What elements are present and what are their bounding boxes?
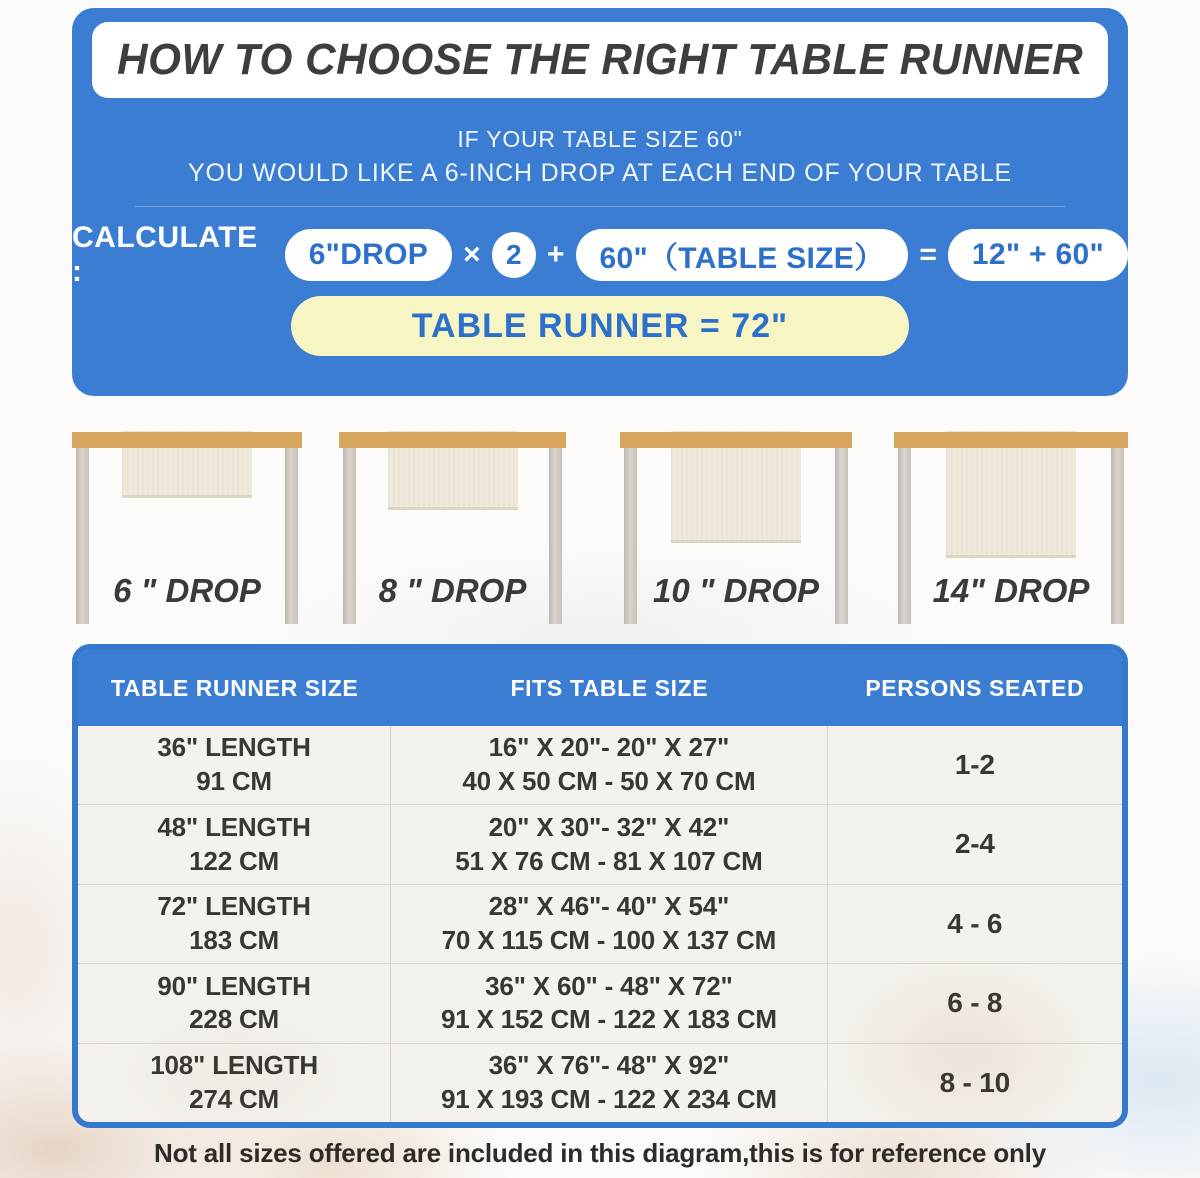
divider-line <box>135 206 1064 207</box>
size-table-body <box>78 726 1122 1122</box>
drop-figure-14 <box>894 430 1128 626</box>
calculate-label: CALCULATE : <box>72 221 258 288</box>
cell-fits-size: 20" X 30"- 32" X 42" 51 X 76 CM - 81 X 107 CM <box>391 805 827 883</box>
title-box <box>92 22 1108 98</box>
instructions-panel <box>72 8 1128 396</box>
header-runner-size: TABLE RUNNER SIZE <box>110 674 359 701</box>
drop-label: 14" DROP <box>932 572 1090 609</box>
size-table-header <box>78 650 1122 726</box>
table-runner-cloth <box>946 430 1076 558</box>
multiplier-badge: 2 <box>492 232 536 278</box>
table-row <box>78 884 1122 963</box>
cell-runner-size: 90" LENGTH 228 CM <box>78 964 391 1042</box>
drop-figure-6 <box>72 430 302 626</box>
tabletop <box>620 432 852 448</box>
header-fits-table-size: FITS TABLE SIZE <box>510 674 709 701</box>
subtitle-line-1: IF YOUR TABLE SIZE 60" <box>457 126 743 152</box>
cell-persons: 4 - 6 <box>947 907 1003 939</box>
table-row <box>78 1043 1122 1122</box>
cell-persons: 1-2 <box>954 749 995 780</box>
cell-fits-size: 28" X 46"- 40" X 54" 70 X 115 CM - 100 X 137 CM <box>391 885 827 963</box>
cell-runner-size: 36" LENGTH 91 CM <box>78 726 391 804</box>
cell-runner-size: 72" LENGTH 183 CM <box>78 885 391 963</box>
page-title: HOW TO CHOOSE THE RIGHT TABLE RUNNER <box>116 35 1084 84</box>
table-size-pill: 60"（TABLE SIZE） <box>576 229 909 281</box>
cell-fits-size: 36" X 76"- 48" X 92" 91 X 193 CM - 122 X 234 CM <box>391 1044 827 1122</box>
drop-label: 6 " DROP <box>113 572 261 609</box>
runner-result-pill: TABLE RUNNER = 72" <box>291 296 909 356</box>
sum-pill: 12" + 60" <box>948 229 1128 281</box>
drop-label: 10 " DROP <box>652 572 820 609</box>
reference-note: Not all sizes offered are included in this diagram,this is for reference only <box>154 1138 1046 1168</box>
table-row <box>78 963 1122 1042</box>
drop-figure-10 <box>620 430 852 626</box>
cell-runner-size: 48" LENGTH 122 CM <box>78 805 391 883</box>
subtitle-line-2: YOU WOULD LIKE A 6-INCH DROP AT EACH END OF YOUR TABLE <box>188 159 1012 187</box>
cell-persons: 8 - 10 <box>939 1066 1010 1098</box>
drop-label: 8 " DROP <box>378 572 527 609</box>
size-table <box>72 644 1128 1128</box>
equals-sign: = <box>919 238 937 271</box>
cell-persons: 6 - 8 <box>947 987 1003 1019</box>
tabletop <box>339 432 566 448</box>
cell-fits-size: 36" X 60" - 48" X 72" 91 X 152 CM - 122 X 183 CM <box>391 964 827 1042</box>
header-persons-seated: PERSONS SEATED <box>865 674 1085 701</box>
tabletop <box>894 432 1128 448</box>
multiply-sign: × <box>463 238 481 271</box>
drop-value-pill: 6"DROP <box>285 229 452 281</box>
tabletop <box>72 432 302 448</box>
calculation-row <box>72 221 1128 288</box>
drop-figure-8 <box>339 430 566 626</box>
cell-runner-size: 108" LENGTH 274 CM <box>78 1044 391 1122</box>
cell-fits-size: 16" X 20"- 20" X 27" 40 X 50 CM - 50 X 70 CM <box>391 726 827 804</box>
plus-sign: + <box>546 238 565 271</box>
table-row <box>78 726 1122 804</box>
cell-persons: 2-4 <box>954 828 995 860</box>
table-row <box>78 804 1122 883</box>
